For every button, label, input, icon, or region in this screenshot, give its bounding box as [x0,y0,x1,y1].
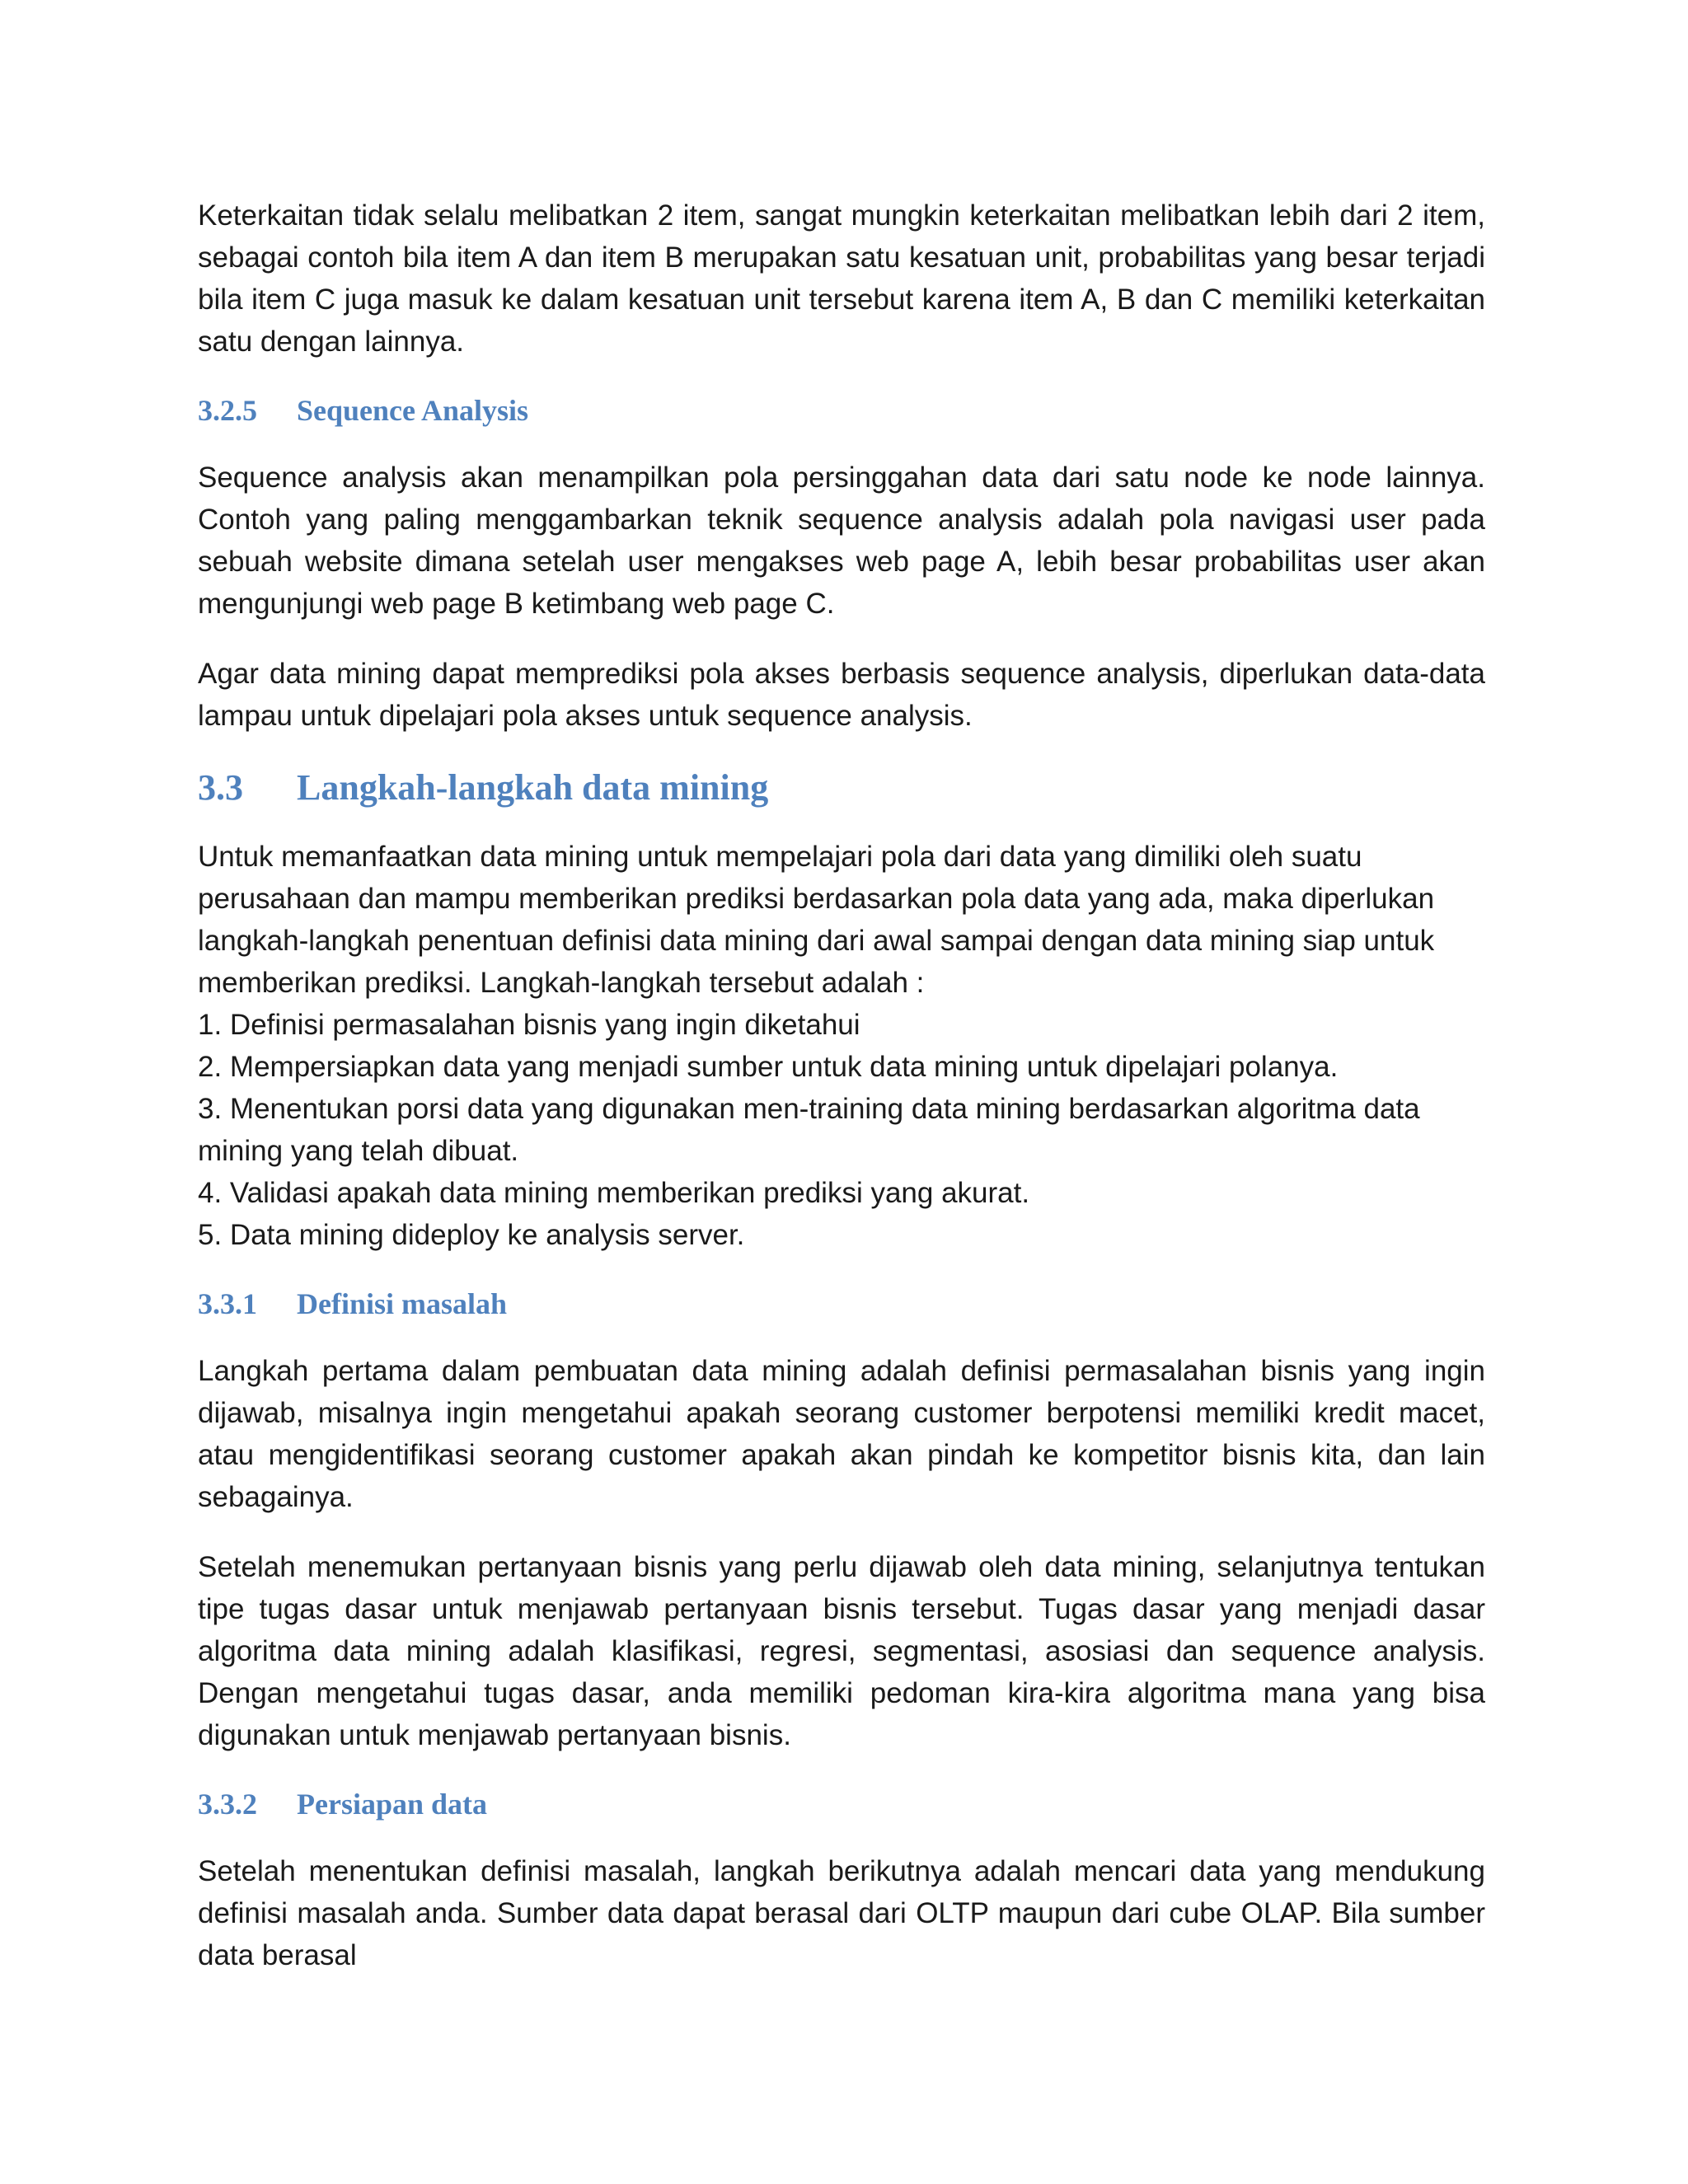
heading-title: Persiapan data [297,1788,488,1821]
steps-intro-paragraph: Untuk memanfaatkan data mining untuk mempelajari pola dari data yang dimiliki oleh suatu perusahaan dan mampu memberikan prediksi berdasarkan pola data yang ada, maka diperlukan langkah-langkah penentuan definisi data mining dari awal sampai dengan data mining siap untuk memberikan prediksi. Langkah-langkah tersebut adalah : [198,841,1435,999]
heading-3-3-1 [198,1284,1485,1324]
sequence-analysis-paragraph-2: Agar data mining dapat memprediksi pola akses berbasis sequence analysis, diperlukan data-data lampau untuk dipelajari pola akses untuk sequence analysis. [198,658,1485,732]
heading-number: 3.2.5 [198,394,257,427]
heading-3-3-2 [198,1784,1485,1824]
heading-number: 3.3.2 [198,1788,257,1821]
heading-title: Langkah-langkah data mining [297,767,769,808]
steps-list [198,1004,1485,1256]
list-item: 1. Definisi permasalahan bisnis yang ingin diketahui [198,1009,860,1041]
list-item: 3. Menentukan porsi data yang digunakan men-training data mining berdasarkan algoritma data mining yang telah dibuat. [198,1093,1420,1167]
heading-number: 3.3.1 [198,1287,257,1320]
heading-number: 3.3 [198,767,243,808]
persiapan-data-paragraph-1: Setelah menentukan definisi masalah, langkah berikutnya adalah mencari data yang mendukung definisi masalah anda. Sumber data dapat berasal dari OLTP maupun dari cube OLAP. Bila sumber data berasal [198,1855,1485,1971]
intro-paragraph: Keterkaitan tidak selalu melibatkan 2 item, sangat mungkin keterkaitan melibatkan lebih dari 2 item, sebagai contoh bila item A dan item B merupakan satu kesatuan unit, probabilitas yang besar terjadi bila item C juga masuk ke dalam kesatuan unit tersebut karena item A, B dan C memiliki keterkaitan satu dengan lainnya. [198,199,1485,358]
document-page [198,194,1485,2004]
list-item: 5. Data mining dideploy ke analysis server. [198,1219,745,1251]
definisi-masalah-paragraph-1: Langkah pertama dalam pembuatan data mining adalah definisi permasalahan bisnis yang ingin dijawab, misalnya ingin mengetahui apakah seorang customer berpotensi memiliki kredit macet, atau mengidentifikasi seorang customer apakah akan pindah ke kompetitor bisnis kita, dan lain sebagainya. [198,1355,1485,1513]
heading-title: Definisi masalah [297,1287,508,1320]
heading-3-2-5 [198,391,1485,430]
heading-3-3 [198,765,1485,811]
heading-title: Sequence Analysis [297,394,529,427]
definisi-masalah-paragraph-2: Setelah menemukan pertanyaan bisnis yang perlu dijawab oleh data mining, selanjutnya tentukan tipe tugas dasar untuk menjawab pertanyaan bisnis tersebut. Tugas dasar yang menjadi dasar algoritma data mining adalah klasifikasi, regresi, segmentasi, asosiasi dan sequence analysis. Dengan mengetahui tugas dasar, anda memiliki pedoman kira-kira algoritma mana yang bisa digunakan untuk menjawab pertanyaan bisnis. [198,1551,1485,1751]
sequence-analysis-paragraph-1: Sequence analysis akan menampilkan pola persinggahan data dari satu node ke node lainnya. Contoh yang paling menggambarkan teknik sequence analysis adalah pola navigasi user pada sebuah website dimana setelah user mengakses web page A, lebih besar probabilitas user akan mengunjungi web page B ketimbang web page C. [198,462,1485,620]
list-item: 2. Mempersiapkan data yang menjadi sumber untuk data mining untuk dipelajari polanya. [198,1051,1339,1083]
list-item: 4. Validasi apakah data mining memberikan prediksi yang akurat. [198,1177,1030,1209]
